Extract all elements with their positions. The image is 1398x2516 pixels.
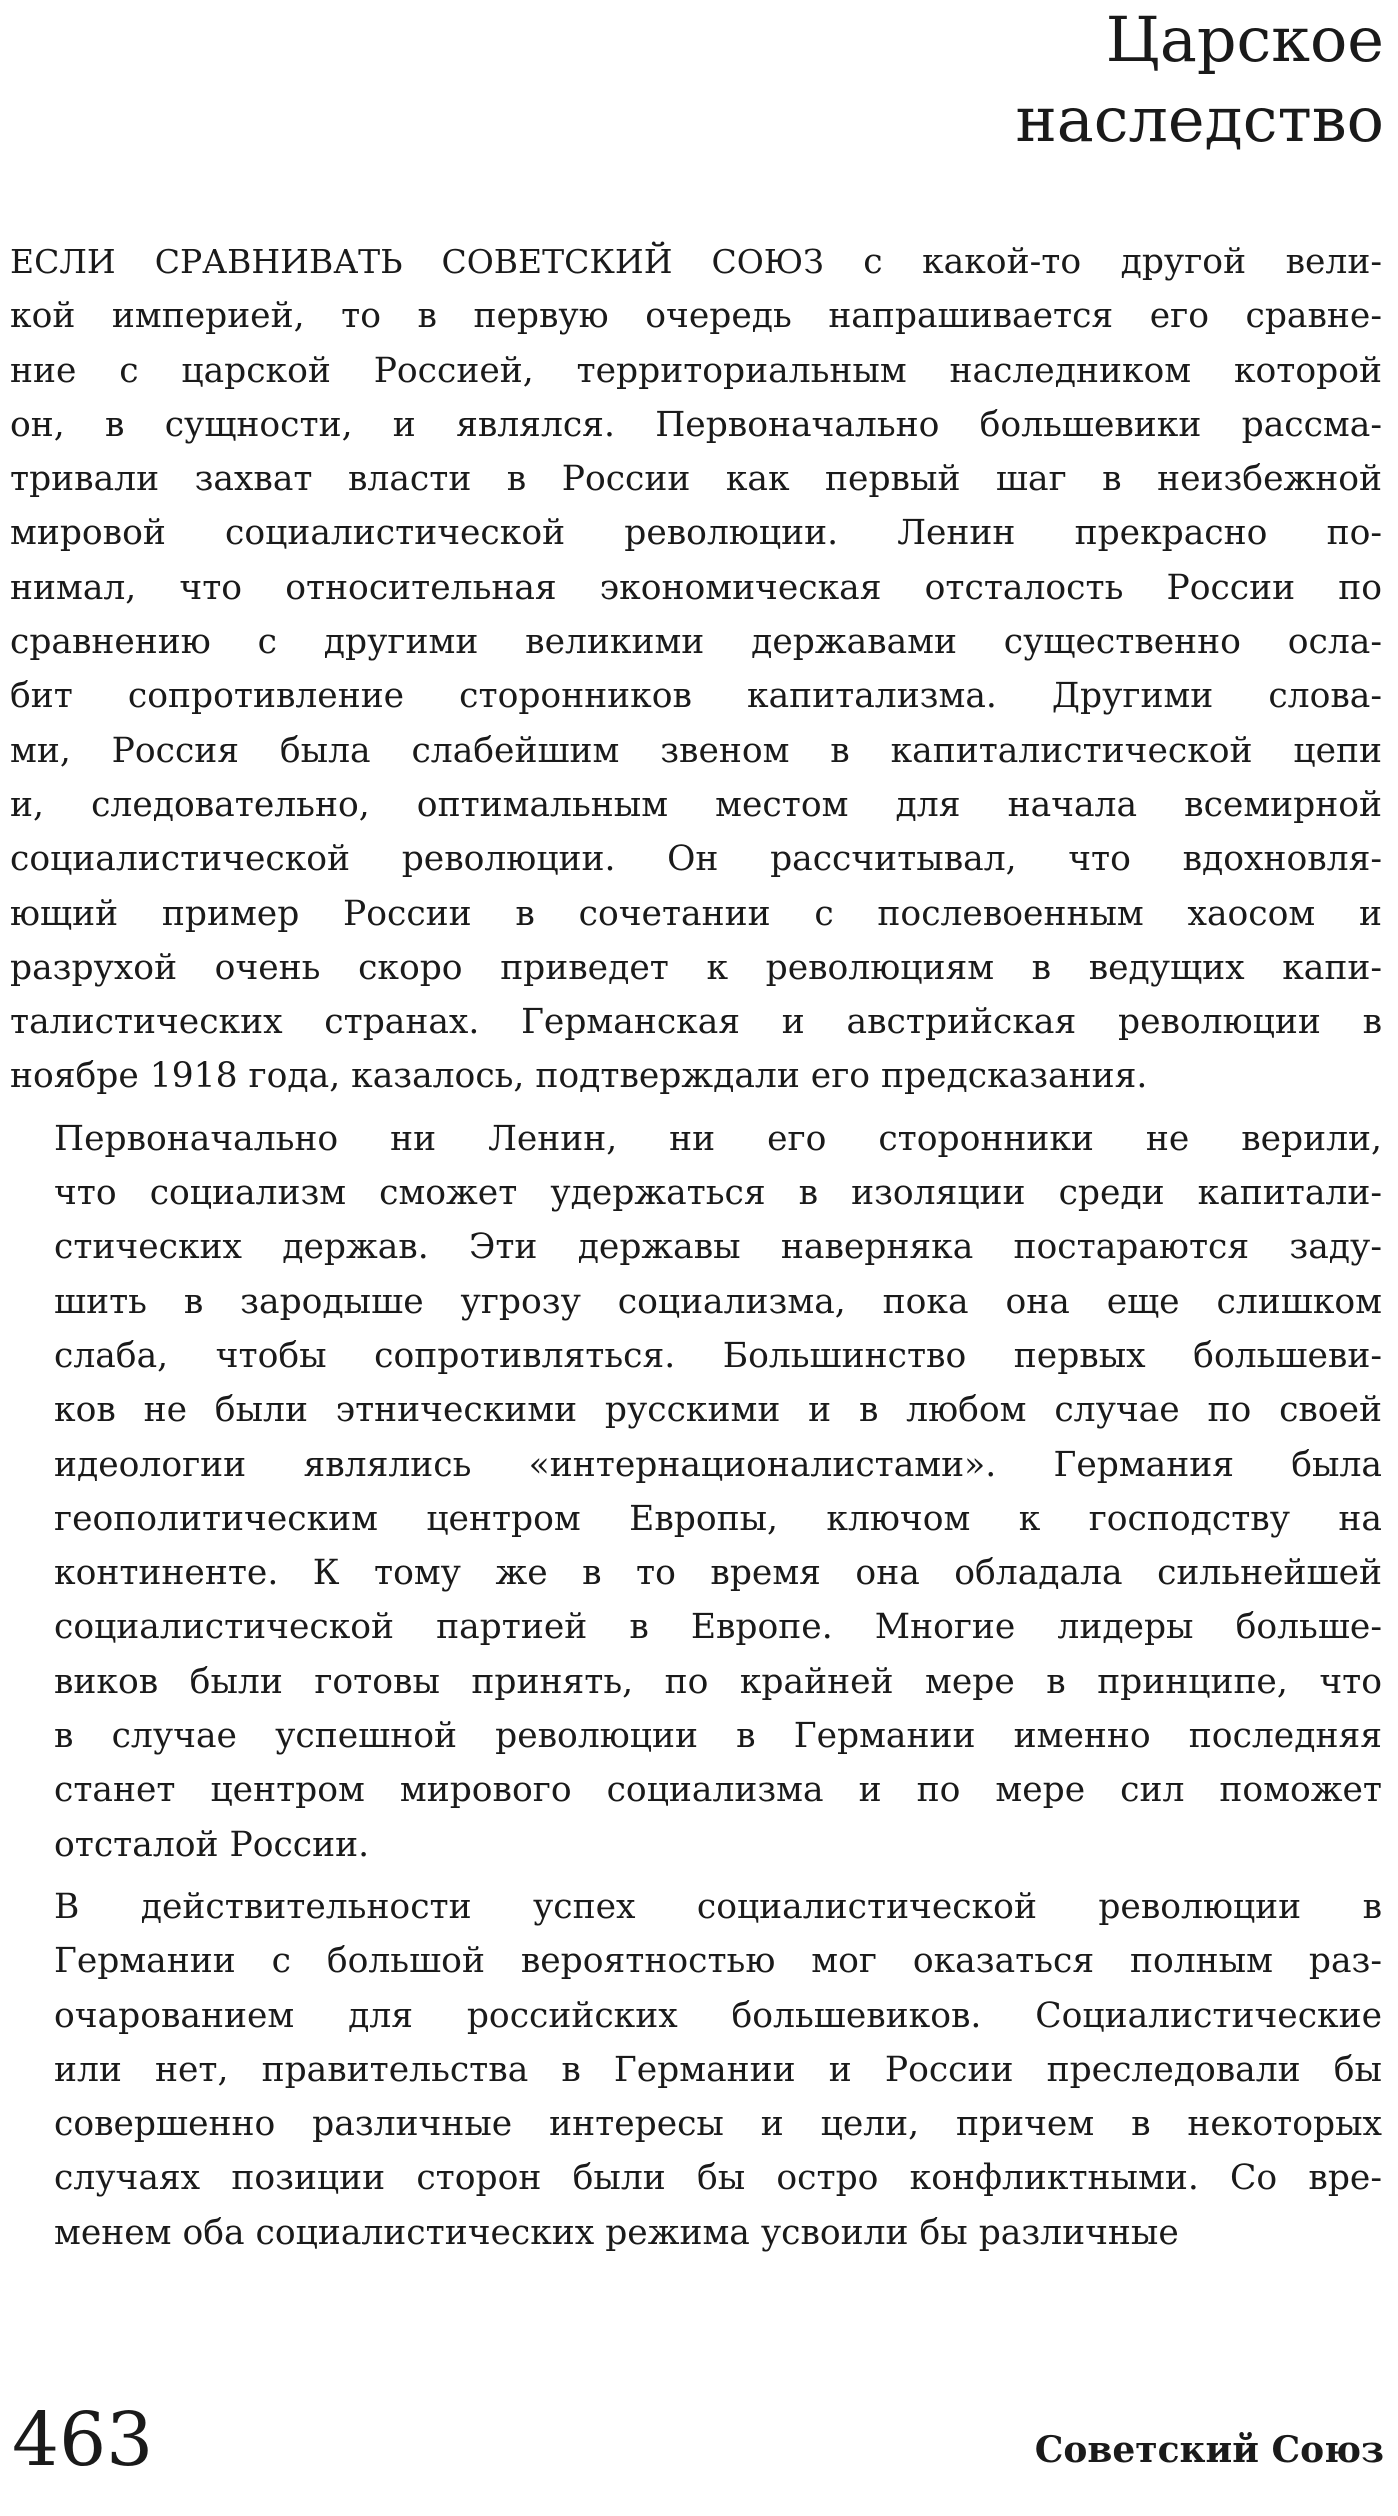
text-line: талистических странах. Германская и австрийская революции в xyxy=(10,1002,1382,1043)
text-line: и, следовательно, оптимальным местом для начала всемирной xyxy=(10,784,1382,825)
text-line: социалистической партией в Европе. Многие лидеры больше- xyxy=(54,1607,1382,1648)
paragraph-1 xyxy=(10,235,1382,1104)
text-line: отсталой России. xyxy=(54,1824,370,1865)
text-line: мировой социалистической революции. Ленин прекрасно по- xyxy=(10,513,1382,554)
text-line: континенте. К тому же в то время она обладала сильнейшей xyxy=(54,1553,1382,1594)
text-line: идеологии являлись «интернационалистами». Германия была xyxy=(54,1444,1382,1485)
paragraph-2 xyxy=(10,1112,1382,1872)
running-footer-book-title: Советский Союз xyxy=(1034,2429,1384,2471)
text-line: тривали захват власти в России как первый шаг в неизбежной xyxy=(10,459,1382,500)
text-line: он, в сущности, и являлся. Первоначально большевики рассма- xyxy=(10,404,1382,445)
text-line: кой империей, то в первую очередь напрашивается его сравне- xyxy=(10,296,1382,337)
text-line: менем оба социалистических режима усвоили бы различные xyxy=(54,2212,1179,2253)
text-line: ЕСЛИ СРАВНИВАТЬ СОВЕТСКИЙ СОЮЗ с какой-то другой вели- xyxy=(10,242,1382,282)
text-line: ющий пример России в сочетании с послевоенным хаосом и xyxy=(10,893,1382,934)
text-line: В действительности успех социалистической революции в xyxy=(54,1886,1382,1927)
body-text xyxy=(10,235,1382,2260)
text-line: стических держав. Эти державы наверняка постараются заду- xyxy=(54,1227,1382,1268)
text-line: бит сопротивление сторонников капитализма. Другими слова- xyxy=(10,676,1382,717)
text-line: сравнению с другими великими державами существенно осла- xyxy=(10,622,1382,663)
text-line: что социализм сможет удержаться в изоляции среди капитали- xyxy=(54,1173,1382,1214)
paragraph-lead-caps: ЕСЛИ СРАВНИВАТЬ СОВЕТСКИЙ СОЮЗ xyxy=(10,242,824,281)
text-line: ноябре 1918 года, казалось, подтверждали его предсказания. xyxy=(10,1056,1148,1097)
text-line: разрухой очень скоро приведет к революциям в ведущих капи- xyxy=(10,947,1382,988)
text-line: шить в зародыше угрозу социализма, пока она еще слишком xyxy=(54,1281,1382,1322)
paragraph-3 xyxy=(10,1880,1382,2260)
text-line: геополитическим центром Европы, ключом к господству на xyxy=(54,1498,1382,1539)
text-line: или нет, правительства в Германии и России преследовали бы xyxy=(54,2049,1382,2090)
text-line: Первоначально ни Ленин, ни его сторонники не верили, xyxy=(54,1118,1382,1159)
text-line: совершенно различные интересы и цели, причем в некоторых xyxy=(54,2104,1382,2145)
text-line: виков были готовы принять, по крайней мере в принципе, что xyxy=(54,1661,1382,1702)
page-number: 463 xyxy=(12,2397,154,2483)
text-line: очарованием для российских большевиков. Социалистические xyxy=(54,1995,1382,2036)
chapter-title-line-2: наследство xyxy=(1015,83,1384,156)
text-line: социалистической революции. Он рассчитывал, что вдохновля- xyxy=(10,839,1382,880)
text-line: случаях позиции сторон были бы остро конфликтными. Со вре- xyxy=(54,2158,1382,2199)
text-line: нимал, что относительная экономическая отсталость России по xyxy=(10,567,1382,608)
text-line: ков не были этническими русскими и в любом случае по своей xyxy=(54,1390,1382,1431)
text-line: станет центром мирового социализма и по мере сил поможет xyxy=(54,1770,1382,1811)
text-line: ми, Россия была слабейшим звеном в капиталистической цепи xyxy=(10,730,1382,771)
chapter-title xyxy=(1015,0,1384,160)
text-line: Германии с большой вероятностью мог оказаться полным раз- xyxy=(54,1941,1382,1982)
text-line: слаба, чтобы сопротивляться. Большинство первых большеви- xyxy=(54,1335,1382,1376)
text-line: ние с царской Россией, территориальным наследником которой xyxy=(10,350,1382,391)
text-line: в случае успешной революции в Германии именно последняя xyxy=(54,1716,1382,1757)
chapter-title-line-1: Царское xyxy=(1105,3,1384,76)
